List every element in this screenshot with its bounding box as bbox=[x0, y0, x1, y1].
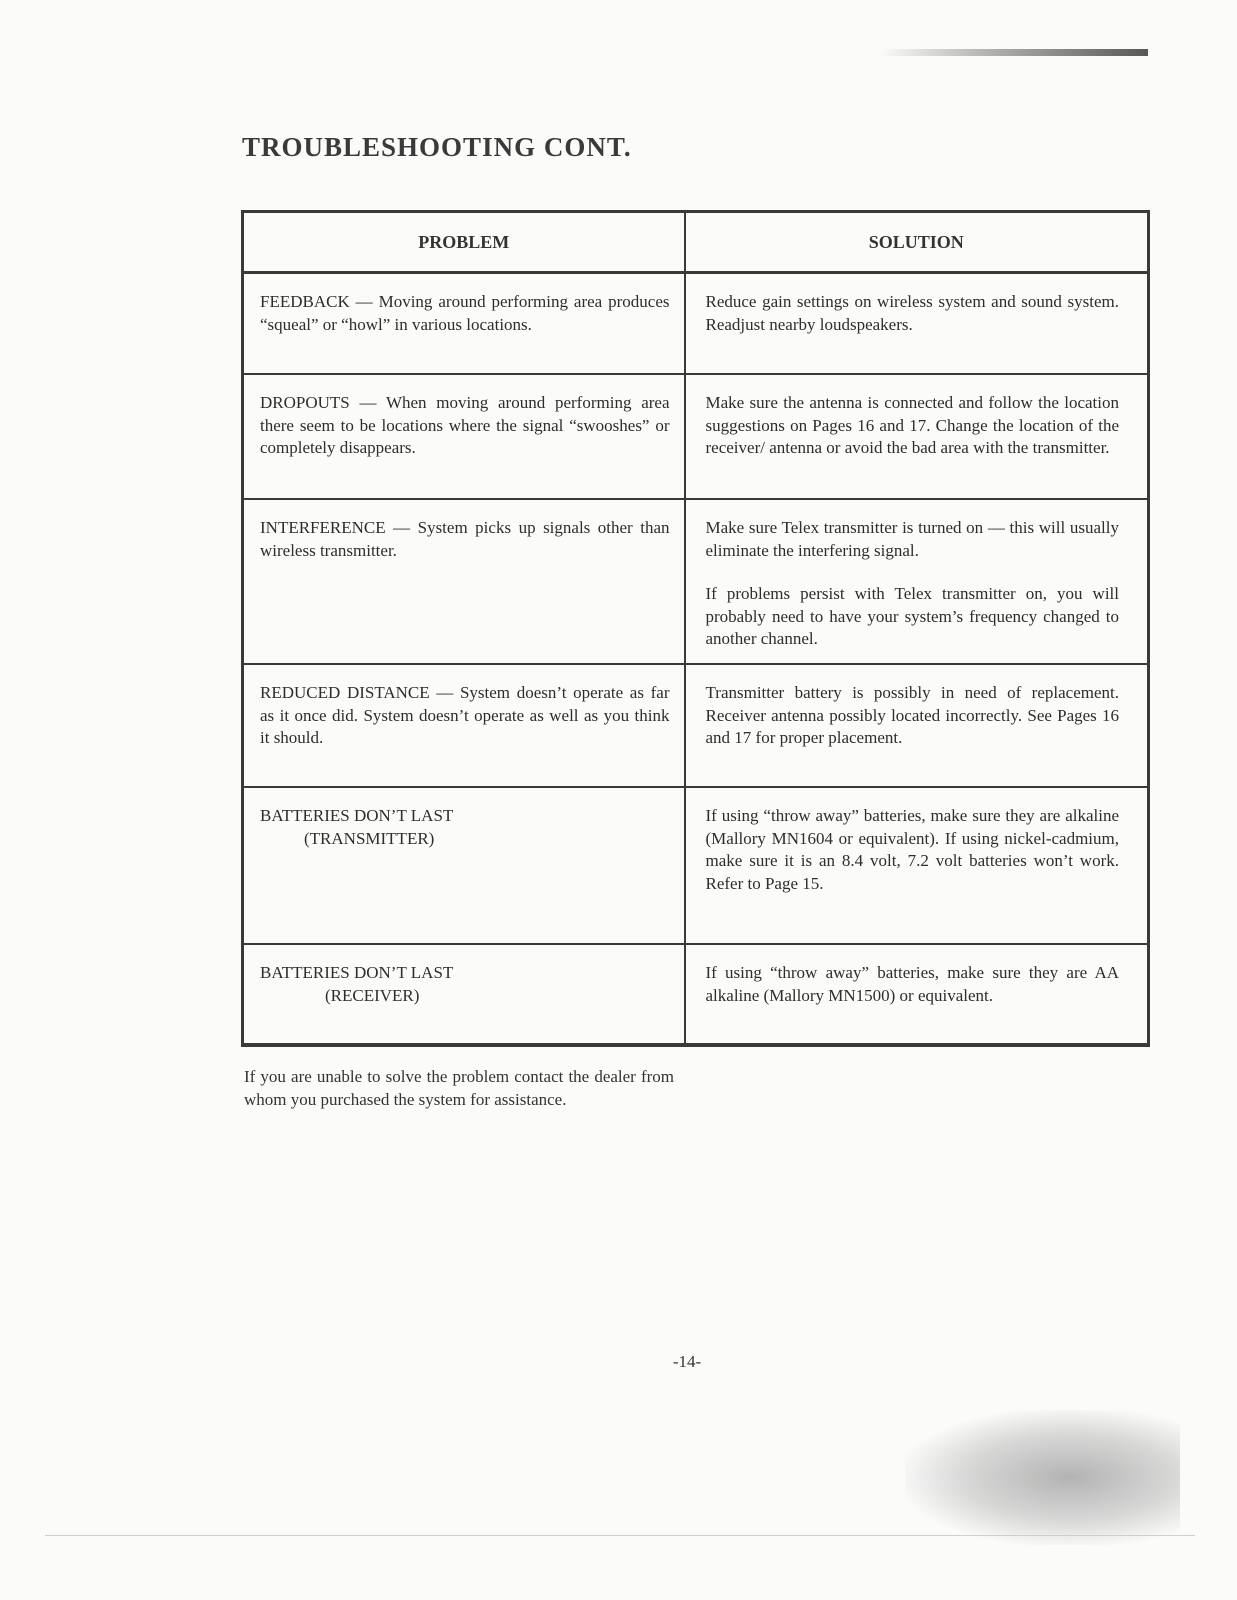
table-header-row bbox=[243, 212, 1149, 273]
problem-title: BATTERIES DON’T LAST bbox=[260, 963, 454, 982]
table-row bbox=[243, 499, 1149, 664]
troubleshooting-table bbox=[241, 210, 1150, 1047]
solution-text: Reduce gain settings on wireless system and sound system. Readjust nearby loudspeakers. bbox=[705, 292, 1119, 334]
solution-text: If using “throw away” batteries, make sure they are AA alkaline (Mallory MN1500) or equivalent. bbox=[705, 963, 1119, 1005]
solution-column-header: SOLUTION bbox=[685, 212, 1149, 273]
page-edge bbox=[45, 1535, 1195, 1536]
page-title: TROUBLESHOOTING CONT. bbox=[242, 132, 632, 162]
table-row bbox=[243, 374, 1149, 499]
solution-cell bbox=[685, 374, 1149, 499]
solution-text: Transmitter battery is possibly in need of replacement. Receiver antenna possibly located incorrectly. See Pages 16 and 17 for proper placement. bbox=[705, 683, 1119, 747]
problem-cell bbox=[243, 787, 685, 944]
contact-dealer-note: If you are unable to solve the problem contact the dealer from whom you purchased the system for assistance. bbox=[244, 1067, 674, 1109]
solution-cell bbox=[685, 499, 1149, 664]
solution-cell bbox=[685, 787, 1149, 944]
problem-cell: INTERFERENCE — System picks up signals other than wireless transmitter. bbox=[243, 499, 685, 664]
problem-subtitle: (RECEIVER) bbox=[325, 985, 420, 1005]
solution-cell bbox=[685, 944, 1149, 1045]
solution-text: Make sure Telex transmitter is turned on — this will usually eliminate the interfering signal. bbox=[705, 518, 1119, 560]
problem-cell: FEEDBACK — Moving around performing area produces “squeal” or “howl” in various locations. bbox=[243, 273, 685, 375]
solution-text: If using “throw away” batteries, make sure they are alkaline (Mallory MN1604 or equivalent). If using nickel-cadmium, make sure it is an 8.4 volt, 7.2 volt batteries won’t work. Refer to Page 15. bbox=[705, 806, 1119, 893]
page-number: -14- bbox=[672, 1352, 702, 1371]
table-row bbox=[243, 944, 1149, 1045]
table-row bbox=[243, 664, 1149, 787]
problem-subtitle: (TRANSMITTER) bbox=[304, 828, 435, 848]
solution-text: Make sure the antenna is connected and follow the location suggestions on Pages 16 and 17. Change the location of the receiver/ antenna or avoid the bad area with the transmitter. bbox=[705, 393, 1119, 457]
table-row bbox=[243, 787, 1149, 944]
solution-text: If problems persist with Telex transmitter on, you will probably need to have your system’s frequency changed to another channel. bbox=[705, 584, 1119, 648]
scan-artifact-bottom bbox=[905, 1410, 1180, 1545]
problem-title: BATTERIES DON’T LAST bbox=[260, 806, 454, 825]
problem-cell bbox=[243, 944, 685, 1045]
problem-column-header: PROBLEM bbox=[243, 212, 685, 273]
scan-artifact-top bbox=[880, 49, 1148, 56]
problem-cell: REDUCED DISTANCE — System doesn’t operate as far as it once did. System doesn’t operate as well as you think it should. bbox=[243, 664, 685, 787]
solution-cell bbox=[685, 273, 1149, 375]
table-row bbox=[243, 273, 1149, 375]
problem-cell: DROPOUTS — When moving around performing area there seem to be locations where the signal “swooshes” or completely disappears. bbox=[243, 374, 685, 499]
solution-cell bbox=[685, 664, 1149, 787]
